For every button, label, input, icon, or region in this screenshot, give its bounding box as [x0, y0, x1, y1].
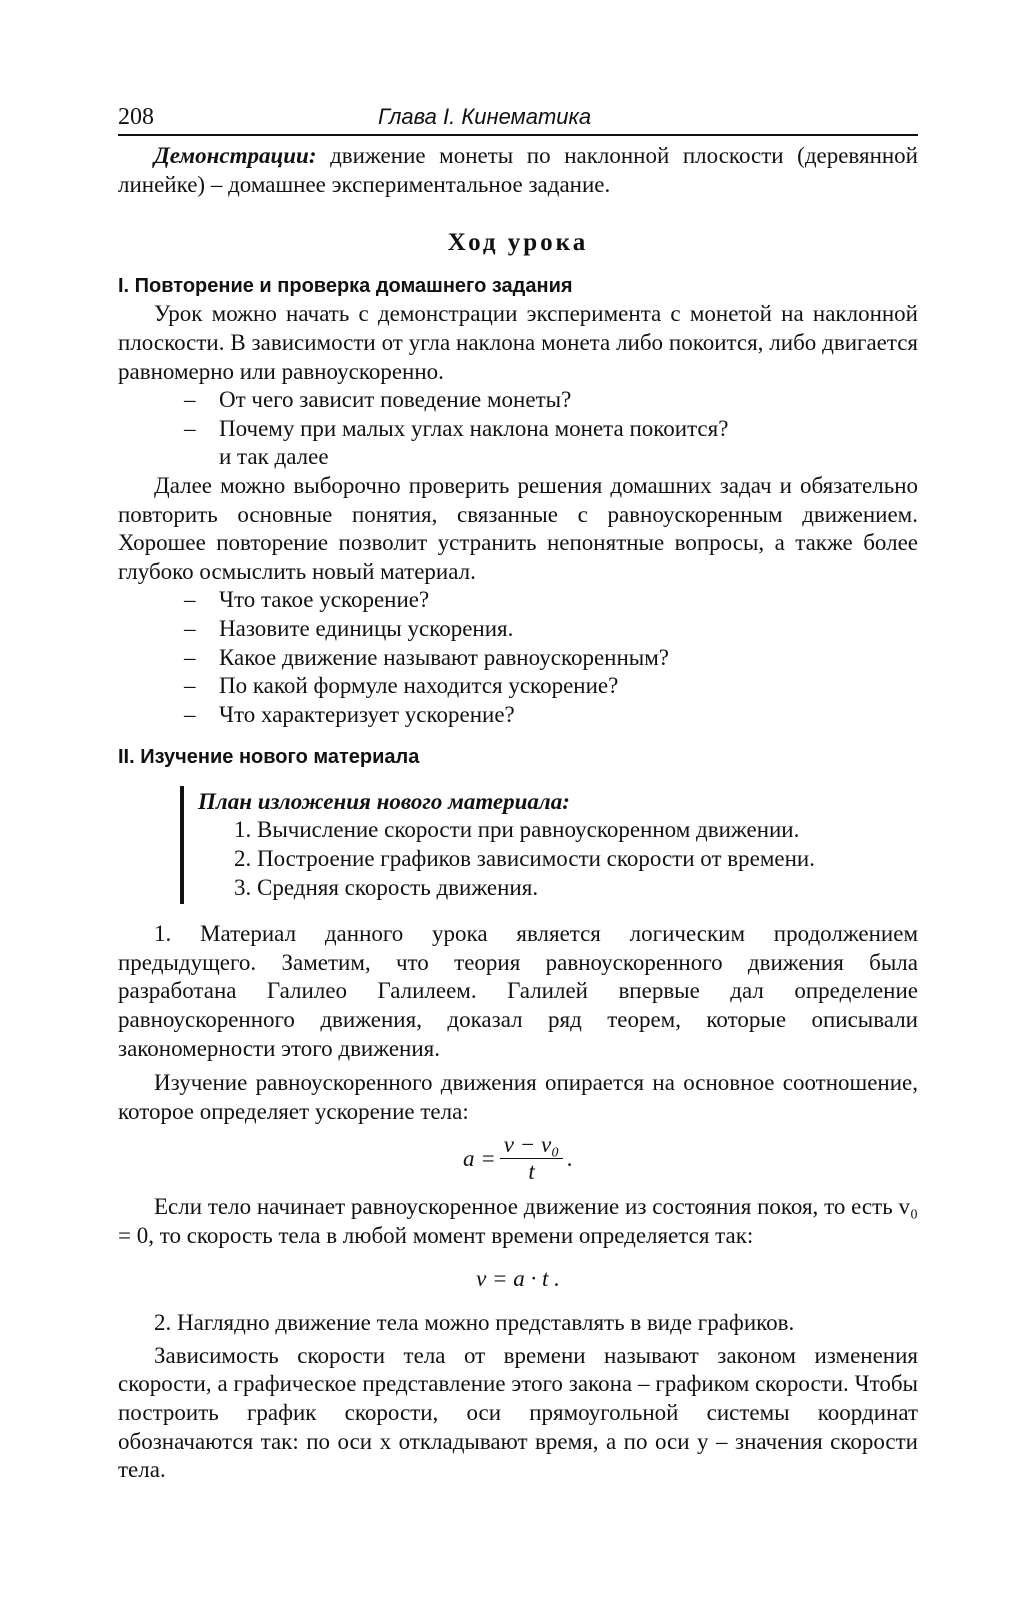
- etc-line: и так далее: [219, 444, 329, 470]
- list-item: 1. Вычисление скорости при равноускоренном движении.: [234, 817, 800, 843]
- demonstrations-paragraph: [118, 142, 918, 199]
- velocity-formula: v = a · t .: [476, 1265, 560, 1291]
- acceleration-formula: [118, 1132, 918, 1185]
- lesson-title: Ход урока: [447, 229, 589, 257]
- formula-fraction: [500, 1132, 563, 1185]
- plan-list: [198, 816, 918, 902]
- plan-title: План изложения нового материала:: [198, 788, 570, 814]
- page-number: 208: [118, 104, 154, 131]
- list-item: – Почему при малых углах наклона монета покоится?: [184, 415, 918, 444]
- new-material-paragraph-1: 1. Материал данного урока является логическим продолжением предыдущего. Заметим, что теория равноускоренного движения была разработана Галилео Галилеем. Галилей впервые дал определение равноускоренного движения, доказал ряд теорем, которые описывали закономерности этого движения.: [118, 921, 918, 1061]
- page-header: [118, 100, 918, 136]
- plan-box: [180, 786, 918, 904]
- new-material-paragraph-2: Изучение равноускоренного движения опирается на основное соотношение, которое определяет ускорение тела:: [118, 1070, 918, 1124]
- demonstrations-text: движение монеты по наклонной плоскости (деревянной линейке) – домашнее экспериментальное задание.: [118, 143, 918, 197]
- formula-denominator: t: [528, 1159, 535, 1185]
- new-material-paragraph-3: Если тело начинает равноускоренное движение из состояния покоя, то есть v₀ = 0, то скорость тела в любой момент времени определяется так:: [118, 1194, 918, 1248]
- list-item: – От чего зависит поведение монеты?: [184, 386, 918, 415]
- list-item: – Назовите единицы ускорения.: [184, 615, 918, 644]
- list-item: – Что характеризует ускорение?: [184, 701, 918, 730]
- list-item: – Какое движение называют равноускоренным?: [184, 644, 918, 673]
- section-heading-new-material: II. Изучение нового материала: [118, 746, 420, 769]
- review-questions-list-1: [118, 386, 918, 443]
- review-questions-list-2: [118, 586, 918, 729]
- list-item: 2. Построение графиков зависимости скорости от времени.: [234, 846, 815, 872]
- review-paragraph-2: Далее можно выборочно проверить решения домашних задач и обязательно повторить основные понятия, связанные с равноускоренным движением. Хорошее повторение позволит устранить непонятные вопросы, а также более глубоко осмыслить новый материал.: [118, 472, 918, 584]
- review-paragraph-1: Урок можно начать с демонстрации эксперимента с монетой на наклонной плоскости. В зависимости от угла наклона монета либо покоится, либо двигается равномерно или равноускоренно.: [118, 301, 918, 384]
- running-head: Глава I. Кинематика: [378, 104, 592, 130]
- formula-end: .: [567, 1145, 573, 1171]
- formula-numerator: v − v₀: [500, 1132, 563, 1159]
- formula-lhs: a =: [463, 1145, 496, 1171]
- list-item: – По какой формуле находится ускорение?: [184, 672, 918, 701]
- demonstrations-label: Демонстрации:: [154, 143, 317, 168]
- new-material-paragraph-5: Зависимость скорости тела от времени называют законом изменения скорости, а графическое представление этого закона – графиком скорости. Чтобы построить график скорости, оси прямоугольной системы координат обозначаются так: по оси x откладывают время, а по оси y – значения скорости тела.: [118, 1342, 918, 1483]
- list-item: 3. Средняя скорость движения.: [234, 874, 539, 900]
- new-material-paragraph-4: 2. Наглядно движение тела можно представлять в виде графиков.: [154, 1310, 795, 1336]
- list-item: – Что такое ускорение?: [184, 586, 918, 615]
- section-heading-review: I. Повторение и проверка домашнего задания: [118, 274, 573, 297]
